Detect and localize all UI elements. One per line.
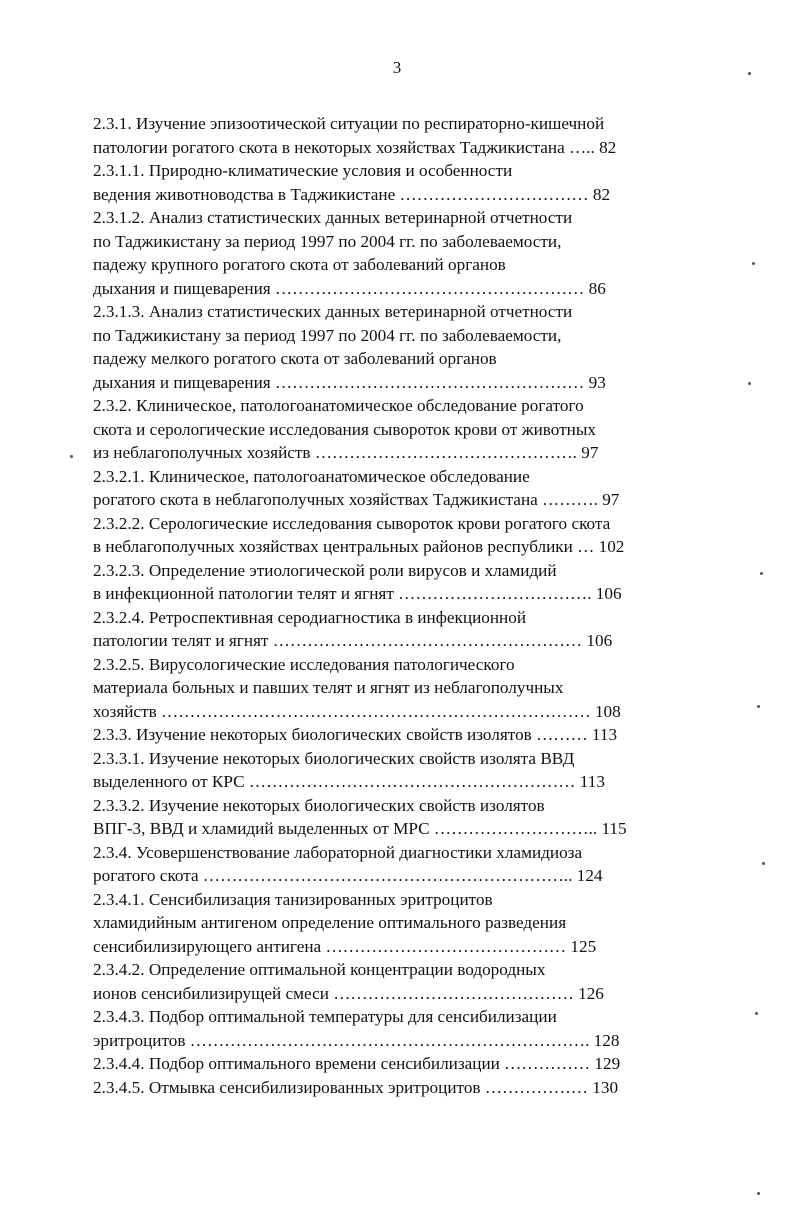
toc-line: скота и серологические исследования сывороток крови от животных bbox=[93, 419, 597, 439]
toc-line: ВПГ-3, ВВД и хламидий выделенных от МРС ……………………….. 115 bbox=[93, 819, 627, 838]
toc-line: сенсибилизирующего антигена …………………………………… 125 bbox=[93, 936, 597, 956]
toc-line: 2.3.2.3. Определение этиологической роли вирусов и хламидий bbox=[93, 560, 557, 580]
toc-line: материала больных и павших телят и ягнят из неблагополучных bbox=[93, 678, 564, 697]
toc-line: 2.3.4.5. Отмывка сенсибилизированных эритроцитов ……………… 130 bbox=[93, 1077, 619, 1097]
page-number: 3 bbox=[392, 58, 402, 77]
toc-line: падежу крупного рогатого скота от заболеваний органов bbox=[93, 255, 506, 274]
toc-line: 2.3.4. Усовершенствование лабораторной диагностики хламидиоза bbox=[93, 842, 583, 862]
scan-speck bbox=[748, 72, 751, 75]
toc-line: 2.3.3. Изучение некоторых биологических свойств изолятов ……… 113 bbox=[93, 725, 618, 744]
toc-line: 2.3.1. Изучение эпизоотической ситуации по респираторно-кишечной bbox=[93, 114, 605, 133]
toc-line: ведения животноводства в Таджикистане …………………………… 82 bbox=[93, 184, 611, 204]
toc-line: 2.3.4.4. Подбор оптимального времени сенсибилизации …………… 129 bbox=[93, 1054, 621, 1073]
toc-line: 2.3.1.2. Анализ статистических данных ветеринарной отчетности bbox=[93, 208, 573, 227]
toc-line: 2.3.1.3. Анализ статистических данных ветеринарной отчетности bbox=[93, 302, 573, 321]
toc-line: хозяйств ………………………………………………………………… 108 bbox=[93, 701, 621, 721]
toc-line: 2.3.3.1. Изучение некоторых биологических свойств изолята ВВД bbox=[93, 748, 575, 768]
toc-line: 2.3.1.1. Природно-климатические условия и особенности bbox=[93, 161, 513, 180]
toc-line: в неблагополучных хозяйствах центральных районов республики … 102 bbox=[93, 537, 625, 556]
toc-line: рогатого скота ……………………………………………………….. 124 bbox=[93, 866, 603, 885]
toc-line: патологии рогатого скота в некоторых хозяйствах Таджикистана ….. 82 bbox=[93, 137, 617, 157]
scan-speck bbox=[70, 455, 73, 458]
toc-line: 2.3.3.2. Изучение некоторых биологических свойств изолятов bbox=[93, 795, 545, 815]
toc-line: 2.3.2.5. Вирусологические исследования патологического bbox=[93, 654, 515, 674]
toc-line: 2.3.2.2. Серологические исследования сывороток крови рогатого скота bbox=[93, 513, 611, 533]
toc-line: эритроцитов ……………………………………………………………. 128 bbox=[93, 1030, 620, 1050]
scan-speck bbox=[760, 572, 763, 575]
toc-line: дыхания и пищеварения ……………………………………………… 93 bbox=[93, 372, 606, 392]
scan-speck bbox=[755, 1012, 758, 1015]
toc-line: по Таджикистану за период 1997 по 2004 гг. по заболеваемости, bbox=[93, 325, 562, 345]
scan-speck bbox=[757, 705, 760, 708]
toc-line: 2.3.4.2. Определение оптимальной концентрации водородных bbox=[93, 960, 546, 979]
toc-line: дыхания и пищеварения ……………………………………………… 86 bbox=[93, 278, 606, 298]
toc-line: хламидийным антигеном определение оптимального разведения bbox=[93, 913, 567, 932]
toc-line: ионов сенсибилизирущей смеси …………………………………… 126 bbox=[93, 983, 604, 1003]
scan-speck bbox=[752, 262, 755, 265]
toc-line: по Таджикистану за период 1997 по 2004 гг. по заболеваемости, bbox=[93, 231, 562, 251]
toc-line: рогатого скота в неблагополучных хозяйствах Таджикистана ………. 97 bbox=[93, 490, 620, 509]
scan-speck bbox=[757, 1192, 760, 1195]
toc-line: патологии телят и ягнят ……………………………………………… 106 bbox=[93, 631, 613, 650]
toc-line: падежу мелкого рогатого скота от заболеваний органов bbox=[93, 349, 497, 368]
scan-speck bbox=[762, 862, 765, 865]
toc-line: из неблагополучных хозяйств ………………………………………. 97 bbox=[93, 443, 599, 462]
toc-line: 2.3.4.1. Сенсибилизация танизированных эритроцитов bbox=[93, 889, 493, 909]
toc-line: 2.3.2. Клиническое, патологоанатомическое обследование рогатого bbox=[93, 396, 584, 415]
toc-line: в инфекционной патологии телят и ягнят ……………………………. 106 bbox=[93, 584, 622, 603]
toc-line: 2.3.2.4. Ретроспективная серодиагностика в инфекционной bbox=[93, 607, 527, 627]
toc-line: 2.3.4.3. Подбор оптимальной температуры для сенсибилизации bbox=[93, 1007, 557, 1026]
scan-speck bbox=[748, 382, 751, 385]
toc-line: выделенного от КРС ………………………………………………… 113 bbox=[93, 772, 605, 791]
toc-line: 2.3.2.1. Клиническое, патологоанатомическое обследование bbox=[93, 466, 530, 486]
table-of-contents bbox=[93, 112, 693, 1099]
